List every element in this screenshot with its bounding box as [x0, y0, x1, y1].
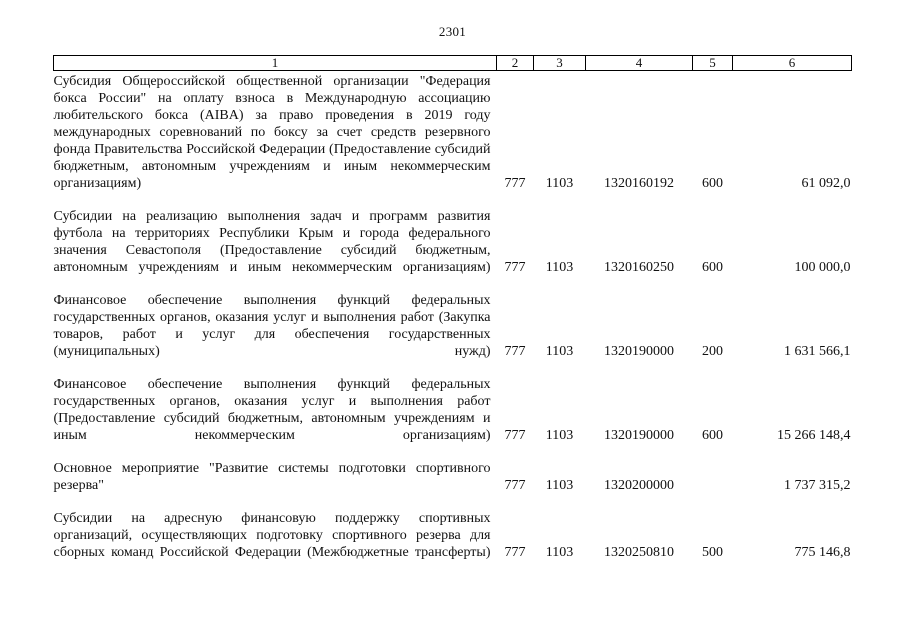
row-section: 1103 [545, 344, 574, 359]
row-ministry: 777 [504, 428, 526, 443]
table-header [54, 56, 852, 71]
header-col-6: 6 [733, 56, 852, 71]
header-col-5: 5 [693, 56, 733, 71]
header-row [54, 56, 852, 71]
header-col-1: 1 [54, 56, 497, 71]
row-target-item: 1320250810 [604, 545, 674, 560]
row-expense-type: 600 [702, 260, 723, 275]
row-description [54, 292, 497, 376]
row-target-item: 1320190000 [604, 344, 674, 359]
row-description-text: Субсидии на реализацию выполнения задач и программ развития футбола на территориях Республики Крым и города федерального значения Севастополя (Предоставление субсидий бюджетным, автономным учреждениям и иным некоммерческим организациям) [53, 209, 491, 275]
row-ministry: 777 [504, 176, 526, 191]
row-description [54, 208, 497, 292]
budget-table [53, 55, 852, 577]
table-row [54, 376, 852, 460]
row-expense-type: 600 [702, 176, 723, 191]
row-description [54, 71, 497, 209]
header-col-2: 2 [497, 56, 534, 71]
row-description-text: Основное мероприятие "Развитие системы подготовки спортивного резерва" [53, 461, 491, 493]
row-amount: 100 000,0 [794, 260, 851, 275]
row-expense-type: 600 [702, 428, 723, 443]
row-ministry: 777 [504, 478, 526, 493]
row-description-text: Финансовое обеспечение выполнения функций федеральных государственных органов, оказания услуг и выполнения работ (Предоставление субсидий бюджетным, автономным учреждениям и иным некоммерческим организациям) [53, 377, 491, 443]
row-target-item: 1320160250 [604, 260, 674, 275]
row-amount: 61 092,0 [801, 176, 851, 191]
row-description [54, 460, 497, 510]
row-expense-type: 500 [702, 545, 723, 560]
row-section: 1103 [545, 545, 574, 560]
row-section: 1103 [545, 176, 574, 191]
row-amount: 1 631 566,1 [784, 344, 851, 359]
table-row [54, 208, 852, 292]
row-description-text: Субсидии на адресную финансовую поддержку спортивных организаций, осуществляющих подготовку спортивного резерва для сборных команд Российской Федерации (Межбюджетные трансферты) [53, 511, 491, 560]
table-row [54, 71, 852, 209]
row-expense-type [693, 460, 733, 510]
row-section: 1103 [545, 478, 574, 493]
row-ministry: 777 [504, 545, 526, 560]
row-section: 1103 [545, 428, 574, 443]
row-target-item: 1320160192 [604, 176, 674, 191]
row-amount: 1 737 315,2 [784, 478, 851, 493]
row-section: 1103 [545, 260, 574, 275]
row-description-text: Субсидия Общероссийской общественной организации "Федерация бокса России" на оплату взноса в Международную ассоциацию любительского бокса (AIBA) за право проведения в 2019 году международных соревнований по боксу за счет средств резервного фонда Правительства Российской Федерации (Предоставление субсидий бюджетным, автономным учреждениям и иным некоммерческим организациям) [53, 74, 491, 191]
row-expense-type: 200 [702, 344, 723, 359]
row-description-text: Финансовое обеспечение выполнения функций федеральных государственных органов, оказания услуг и выполнения работ (Закупка товаров, работ и услуг для обеспечения государственных (муниципальных) нужд) [53, 293, 491, 359]
row-target-item: 1320200000 [604, 478, 674, 493]
row-ministry: 777 [504, 260, 526, 275]
row-target-item: 1320190000 [604, 428, 674, 443]
row-amount: 15 266 148,4 [777, 428, 851, 443]
header-col-3: 3 [534, 56, 586, 71]
row-amount: 775 146,8 [794, 545, 851, 560]
row-description [54, 376, 497, 460]
table-row [54, 510, 852, 577]
table-row [54, 292, 852, 376]
table-body [54, 71, 852, 578]
header-col-4: 4 [586, 56, 693, 71]
row-description [54, 510, 497, 577]
page-number: 2301 [438, 24, 467, 39]
row-ministry: 777 [504, 344, 526, 359]
table-row [54, 460, 852, 510]
